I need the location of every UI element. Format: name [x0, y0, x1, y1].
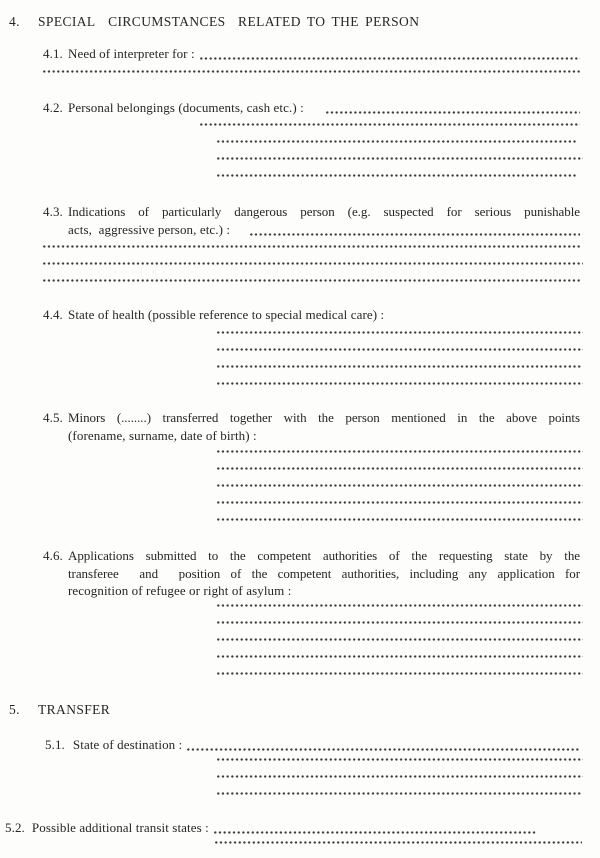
- item-5-2-line: [5, 819, 537, 836]
- item-4-5-line-1: Minors (........) transferred together with the person mentioned in the above points: [68, 410, 580, 425]
- dotted-field-line: [215, 841, 582, 844]
- item-4-5-number: 4.5.: [43, 410, 63, 425]
- item-4-6-line-2: transferee and position of the competent authorities, including any application for: [68, 566, 580, 581]
- item-4-3-line-1: Indications of particularly dangerous person (e.g. suspected for serious punishable: [68, 204, 580, 219]
- dotted-field-line: [200, 57, 580, 60]
- item-4-5-line-2: (forename, surname, date of birth) :: [68, 428, 257, 443]
- item-4-2-label: Personal belongings (documents, cash etc.) :: [68, 100, 304, 115]
- item-4-6-line-1: Applications submitted to the competent authorities of the requesting state by the: [68, 548, 580, 563]
- dotted-field-line: [217, 348, 583, 351]
- dotted-field-line: [326, 111, 580, 114]
- dotted-field-line: [43, 70, 580, 73]
- dotted-field-line: [250, 233, 580, 236]
- dotted-field-line: [43, 279, 581, 282]
- dotted-field-line: [217, 484, 583, 487]
- dotted-field-line: [200, 123, 580, 126]
- section-4-number: 4.: [9, 14, 20, 29]
- dotted-field-line: [217, 157, 583, 160]
- dotted-field-line: [217, 174, 578, 177]
- item-4-2-number: 4.2.: [43, 100, 63, 115]
- item-5-1-label: State of destination :: [72, 737, 183, 752]
- item-4-6-line-3: recognition of refugee or right of asylum :: [68, 583, 292, 598]
- dotted-field-line: [217, 621, 583, 624]
- section-5-number: 5.: [9, 702, 20, 717]
- dotted-field-line: [217, 672, 583, 675]
- dotted-field-line: [217, 655, 583, 658]
- section-4-title: SPECIAL CIRCUMSTANCES RELATED TO THE PERSON: [38, 14, 420, 29]
- item-4-3-line-2: [68, 221, 580, 238]
- dotted-field-line: [217, 638, 583, 641]
- dotted-field-line: [217, 758, 583, 761]
- dotted-field-line: [217, 382, 583, 385]
- item-4-4-number: 4.4.: [43, 307, 63, 322]
- dotted-field-line: [217, 604, 583, 607]
- dotted-field-line: [43, 245, 580, 248]
- dotted-field-line: [217, 450, 583, 453]
- item-5-1-line: [45, 736, 580, 753]
- dotted-field-line: [217, 501, 583, 504]
- item-5-2-number: 5.2.: [5, 820, 25, 835]
- dotted-field-line: [217, 775, 583, 778]
- dotted-field-line: [187, 748, 580, 751]
- dotted-field-line: [217, 792, 581, 795]
- dotted-field-line: [217, 140, 576, 143]
- item-4-3-label: acts, aggressive person, etc.) :: [68, 222, 231, 237]
- item-5-1-number: 5.1.: [45, 737, 65, 752]
- item-5-2-label: Possible additional transit states :: [31, 820, 209, 835]
- dotted-field-line: [217, 518, 583, 521]
- dotted-field-line: [217, 331, 583, 334]
- item-4-1-line: [68, 45, 580, 62]
- item-4-6-number: 4.6.: [43, 548, 63, 563]
- item-4-1-label: Need of interpreter for :: [68, 46, 195, 61]
- item-4-3-number: 4.3.: [43, 204, 63, 219]
- dotted-field-line: [217, 365, 581, 368]
- item-4-4-label: State of health (possible reference to special medical care) :: [68, 307, 385, 322]
- dotted-field-line: [43, 262, 583, 265]
- item-4-2-line: [68, 99, 580, 116]
- dotted-field-line: [217, 467, 583, 470]
- item-4-1-number: 4.1.: [43, 46, 63, 61]
- section-5-title: TRANSFER: [38, 702, 111, 717]
- dotted-field-line: [214, 831, 537, 834]
